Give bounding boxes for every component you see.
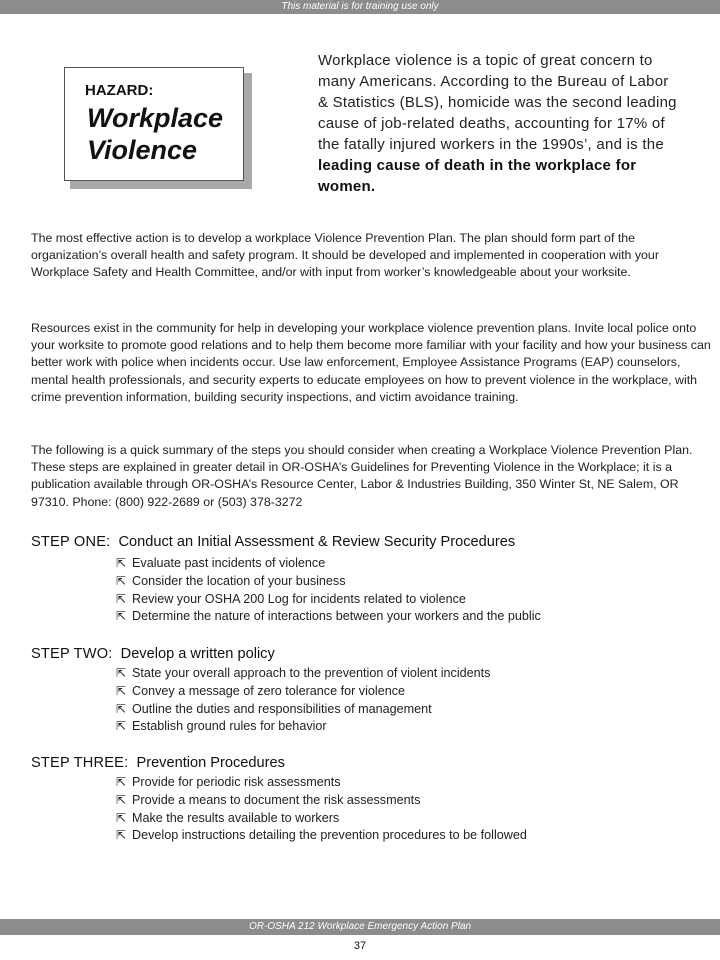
list-item: ⇱ Determine the nature of interactions between your workers and the public [116, 608, 541, 626]
step-three-list [116, 774, 527, 845]
list-item: ⇱ Establish ground rules for behavior [116, 718, 490, 736]
arrow-bullet-icon: ⇱ [116, 792, 127, 807]
hazard-title-line2: Violence [87, 135, 198, 165]
step-label: STEP THREE: [31, 755, 129, 771]
list-item: ⇱ Review your OSHA 200 Log for incidents related to violence [116, 591, 541, 609]
intro-bold-text: leading cause of death in the workplace for women. [318, 157, 637, 195]
arrow-bullet-icon: ⇱ [116, 683, 127, 698]
step-two-heading [31, 646, 275, 662]
footer-banner: OR-OSHA 212 Workplace Emergency Action Plan [0, 919, 720, 935]
arrow-bullet-icon: ⇱ [116, 810, 127, 825]
hazard-title [87, 102, 223, 166]
hazard-label: HAZARD: [85, 82, 154, 99]
step-two-list [116, 665, 490, 736]
header-banner: This material is for training use only [0, 0, 720, 14]
arrow-bullet-icon: ⇱ [116, 591, 127, 606]
intro-text: Workplace violence is a topic of great concern to many Americans. According to the Bureau of Labor & Statistics (BLS), homicide was the second leading cause of job-related deaths, accounting for 17% of the fatally injured workers in the 1990s’, and is the [318, 52, 677, 153]
step-one-list [116, 555, 541, 626]
arrow-bullet-icon: ⇱ [116, 775, 127, 789]
intro-paragraph [318, 50, 678, 197]
list-item: ⇱ Outline the duties and responsibilities of management [116, 701, 490, 719]
hazard-box [64, 67, 244, 181]
step-title: Conduct an Initial Assessment & Review Security Procedures [118, 534, 516, 550]
arrow-bullet-icon: ⇱ [116, 609, 127, 624]
paragraph-community-resources: Resources exist in the community for help in developing your workplace violence prevention plans. Invite local police onto your worksite to promote good relations and to help them become more familiar with your facility and how your business can better work with police when incidents occur. Use law enforcement, Employee Assistance Programs (EAP) counselors, mental health professionals, and security experts to educate employees on how to prevent violence in the workplace, with crime prevention information, building security inspections, and victim avoidance training. [31, 321, 711, 404]
hazard-title-line1: Workplace [87, 103, 224, 133]
step-label: STEP ONE: [31, 534, 111, 550]
list-item: ⇱ Evaluate past incidents of violence [116, 555, 541, 573]
list-item: ⇱ Provide for periodic risk assessments [116, 774, 527, 792]
list-item: ⇱ Convey a message of zero tolerance for violence [116, 683, 490, 701]
step-one-heading [31, 534, 515, 550]
list-item: ⇱ Consider the location of your business [116, 573, 541, 591]
page-number: 37 [353, 940, 367, 952]
paragraph-prevention-plan: The most effective action is to develop a workplace Violence Prevention Plan. The plan should form part of the organization’s overall health and safety program. It should be developed and implemented in cooperation with your Workplace Safety and Health Committee, and/or with input from worker’s knowledgeable about your worksite. [31, 231, 659, 280]
list-item: ⇱ Provide a means to document the risk assessments [116, 792, 527, 810]
step-title: Develop a written policy [120, 646, 275, 662]
list-item: ⇱ Develop instructions detailing the prevention procedures to be followed [116, 827, 527, 845]
list-item: ⇱ State your overall approach to the prevention of violent incidents [116, 665, 490, 683]
step-three-heading [31, 755, 285, 771]
step-label: STEP TWO: [31, 646, 113, 662]
arrow-bullet-icon: ⇱ [116, 701, 127, 716]
arrow-bullet-icon: ⇱ [116, 719, 127, 734]
arrow-bullet-icon: ⇱ [116, 828, 127, 843]
arrow-bullet-icon: ⇱ [116, 666, 127, 680]
list-item: ⇱ Make the results available to workers [116, 810, 527, 828]
paragraph-steps-summary: The following is a quick summary of the steps you should consider when creating a Workplace Violence Prevention Plan. These steps are explained in greater detail in OR-OSHA’s Guidelines for Preventing Violence in the Workplace; it is a publication available through OR-OSHA’s Resource Center, Labor & Industries Building, 350 Winter St, NE Salem, OR 97310. Phone: (800) 922-2689 or (503) 378-3272 [31, 443, 693, 509]
arrow-bullet-icon: ⇱ [116, 573, 127, 588]
arrow-bullet-icon: ⇱ [116, 556, 127, 570]
step-title: Prevention Procedures [136, 755, 285, 771]
